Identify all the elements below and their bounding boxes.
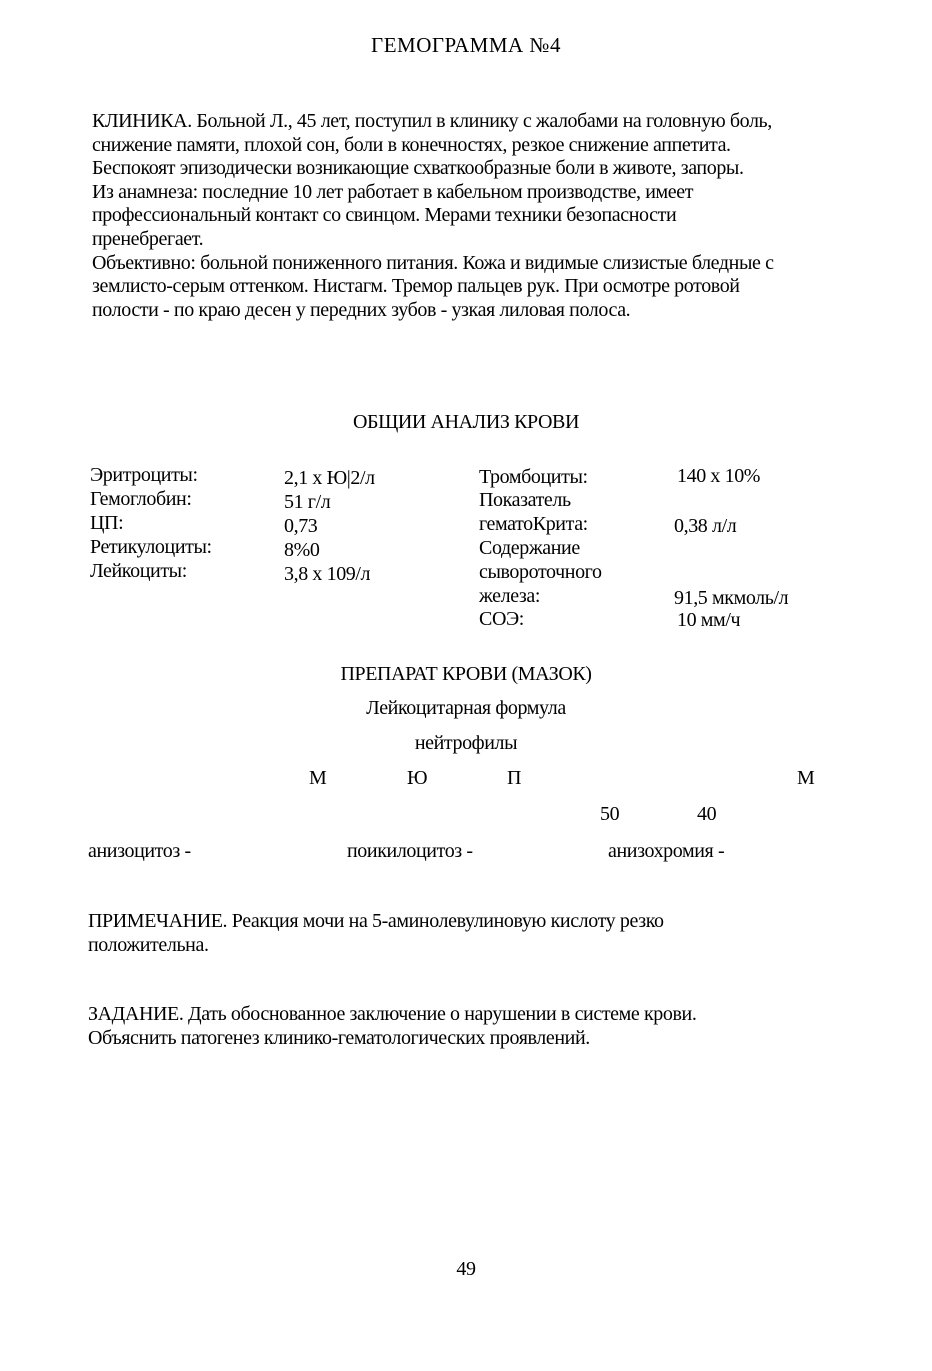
hemoglobin-label: Гемоглобин:	[90, 488, 192, 510]
platelets-label: Тромбоциты:	[479, 466, 588, 488]
erythrocytes-value: 2,1 х Ю|2/л	[284, 467, 375, 489]
task-line: Объяснить патогенез клинико-гематологических проявлений.	[88, 1026, 590, 1049]
formula-col-p: П	[507, 767, 522, 789]
clinic-line: Объективно: больной пониженного питания. Кожа и видимые слизистые бледные с	[92, 251, 774, 274]
note-section	[88, 910, 868, 957]
clinic-line: Беспокоят эпизодически возникающие схваткообразные боли в животе, запоры.	[92, 157, 744, 180]
page-title: ГЕМОГРАММА №4	[371, 33, 561, 57]
hematocrit-label-2: гематоКрита:	[479, 513, 588, 535]
leukocytes-value: 3,8 х 109/л	[284, 563, 371, 585]
esr-label: СОЭ:	[479, 608, 524, 630]
anisocytosis-label: анизоцитоз -	[88, 840, 191, 862]
reticulocytes-value: 8%0	[284, 539, 320, 561]
anisochromia-label: анизохромия -	[608, 840, 725, 862]
clinic-line: полости - по краю десен у передних зубов - узкая лиловая полоса.	[92, 298, 631, 321]
formula-col-m2: М	[797, 767, 815, 789]
leukocyte-formula-heading: Лейкоцитарная формула	[366, 697, 566, 719]
iron-label-3: железа:	[479, 585, 541, 607]
clinic-line: землисто-серым оттенком. Нистагм. Тремор пальцев рук. При осмотре ротовой	[92, 275, 740, 298]
clinic-line: профессиональный контакт со свинцом. Мерами техники безопасности	[92, 204, 677, 227]
iron-label-1: Содержание	[479, 537, 580, 559]
reticulocytes-label: Ретикулоциты:	[90, 536, 212, 558]
iron-value: 91,5 мкмоль/л	[674, 587, 789, 609]
neutrophils-label: нейтрофилы	[414, 732, 518, 754]
platelets-value: 140 х 10%	[677, 465, 761, 487]
erythrocytes-label: Эритроциты:	[90, 464, 198, 486]
color-index-label: ЦП:	[90, 512, 124, 534]
leukocytes-label: Лейкоциты:	[90, 560, 187, 582]
formula-value: 40	[697, 803, 717, 825]
color-index-value: 0,73	[284, 515, 318, 537]
formula-value: 50	[600, 803, 620, 825]
task-line: ЗАДАНИЕ. Дать обоснованное заключение о нарушении в системе крови.	[88, 1003, 697, 1025]
page-number: 49	[456, 1258, 476, 1280]
note-line: ПРИМЕЧАНИЕ. Реакция мочи на 5-аминолевулиновую кислоту резко	[88, 910, 664, 932]
formula-col-yu: Ю	[407, 767, 428, 789]
hematocrit-value: 0,38 л/л	[674, 515, 737, 537]
clinic-line: пренебрегает.	[92, 227, 204, 250]
smear-heading: ПРЕПАРАТ КРОВИ (МАЗОК)	[340, 663, 592, 685]
clinic-line: Из анамнеза: последние 10 лет работает в кабельном производстве, имеет	[92, 180, 694, 203]
clinic-section	[92, 110, 872, 322]
hematocrit-label-1: Показатель	[479, 489, 571, 511]
iron-label-2: сывороточного	[479, 561, 602, 583]
blood-test-heading: ОБЩИИ АНАЛИЗ КРОВИ	[352, 411, 580, 433]
formula-col-m: М	[309, 767, 327, 789]
poikilocytosis-label: поикилоцитоз -	[347, 840, 473, 862]
task-section	[88, 1003, 868, 1050]
clinic-line: снижение памяти, плохой сон, боли в конечностях, резкое снижение аппетита.	[92, 133, 731, 156]
esr-value: 10 мм/ч	[677, 609, 741, 631]
note-line: положительна.	[88, 933, 209, 956]
hemoglobin-value: 51 г/л	[284, 491, 331, 513]
clinic-line: КЛИНИКА. Больной Л., 45 лет, поступил в клинику с жалобами на головную боль,	[92, 110, 772, 132]
